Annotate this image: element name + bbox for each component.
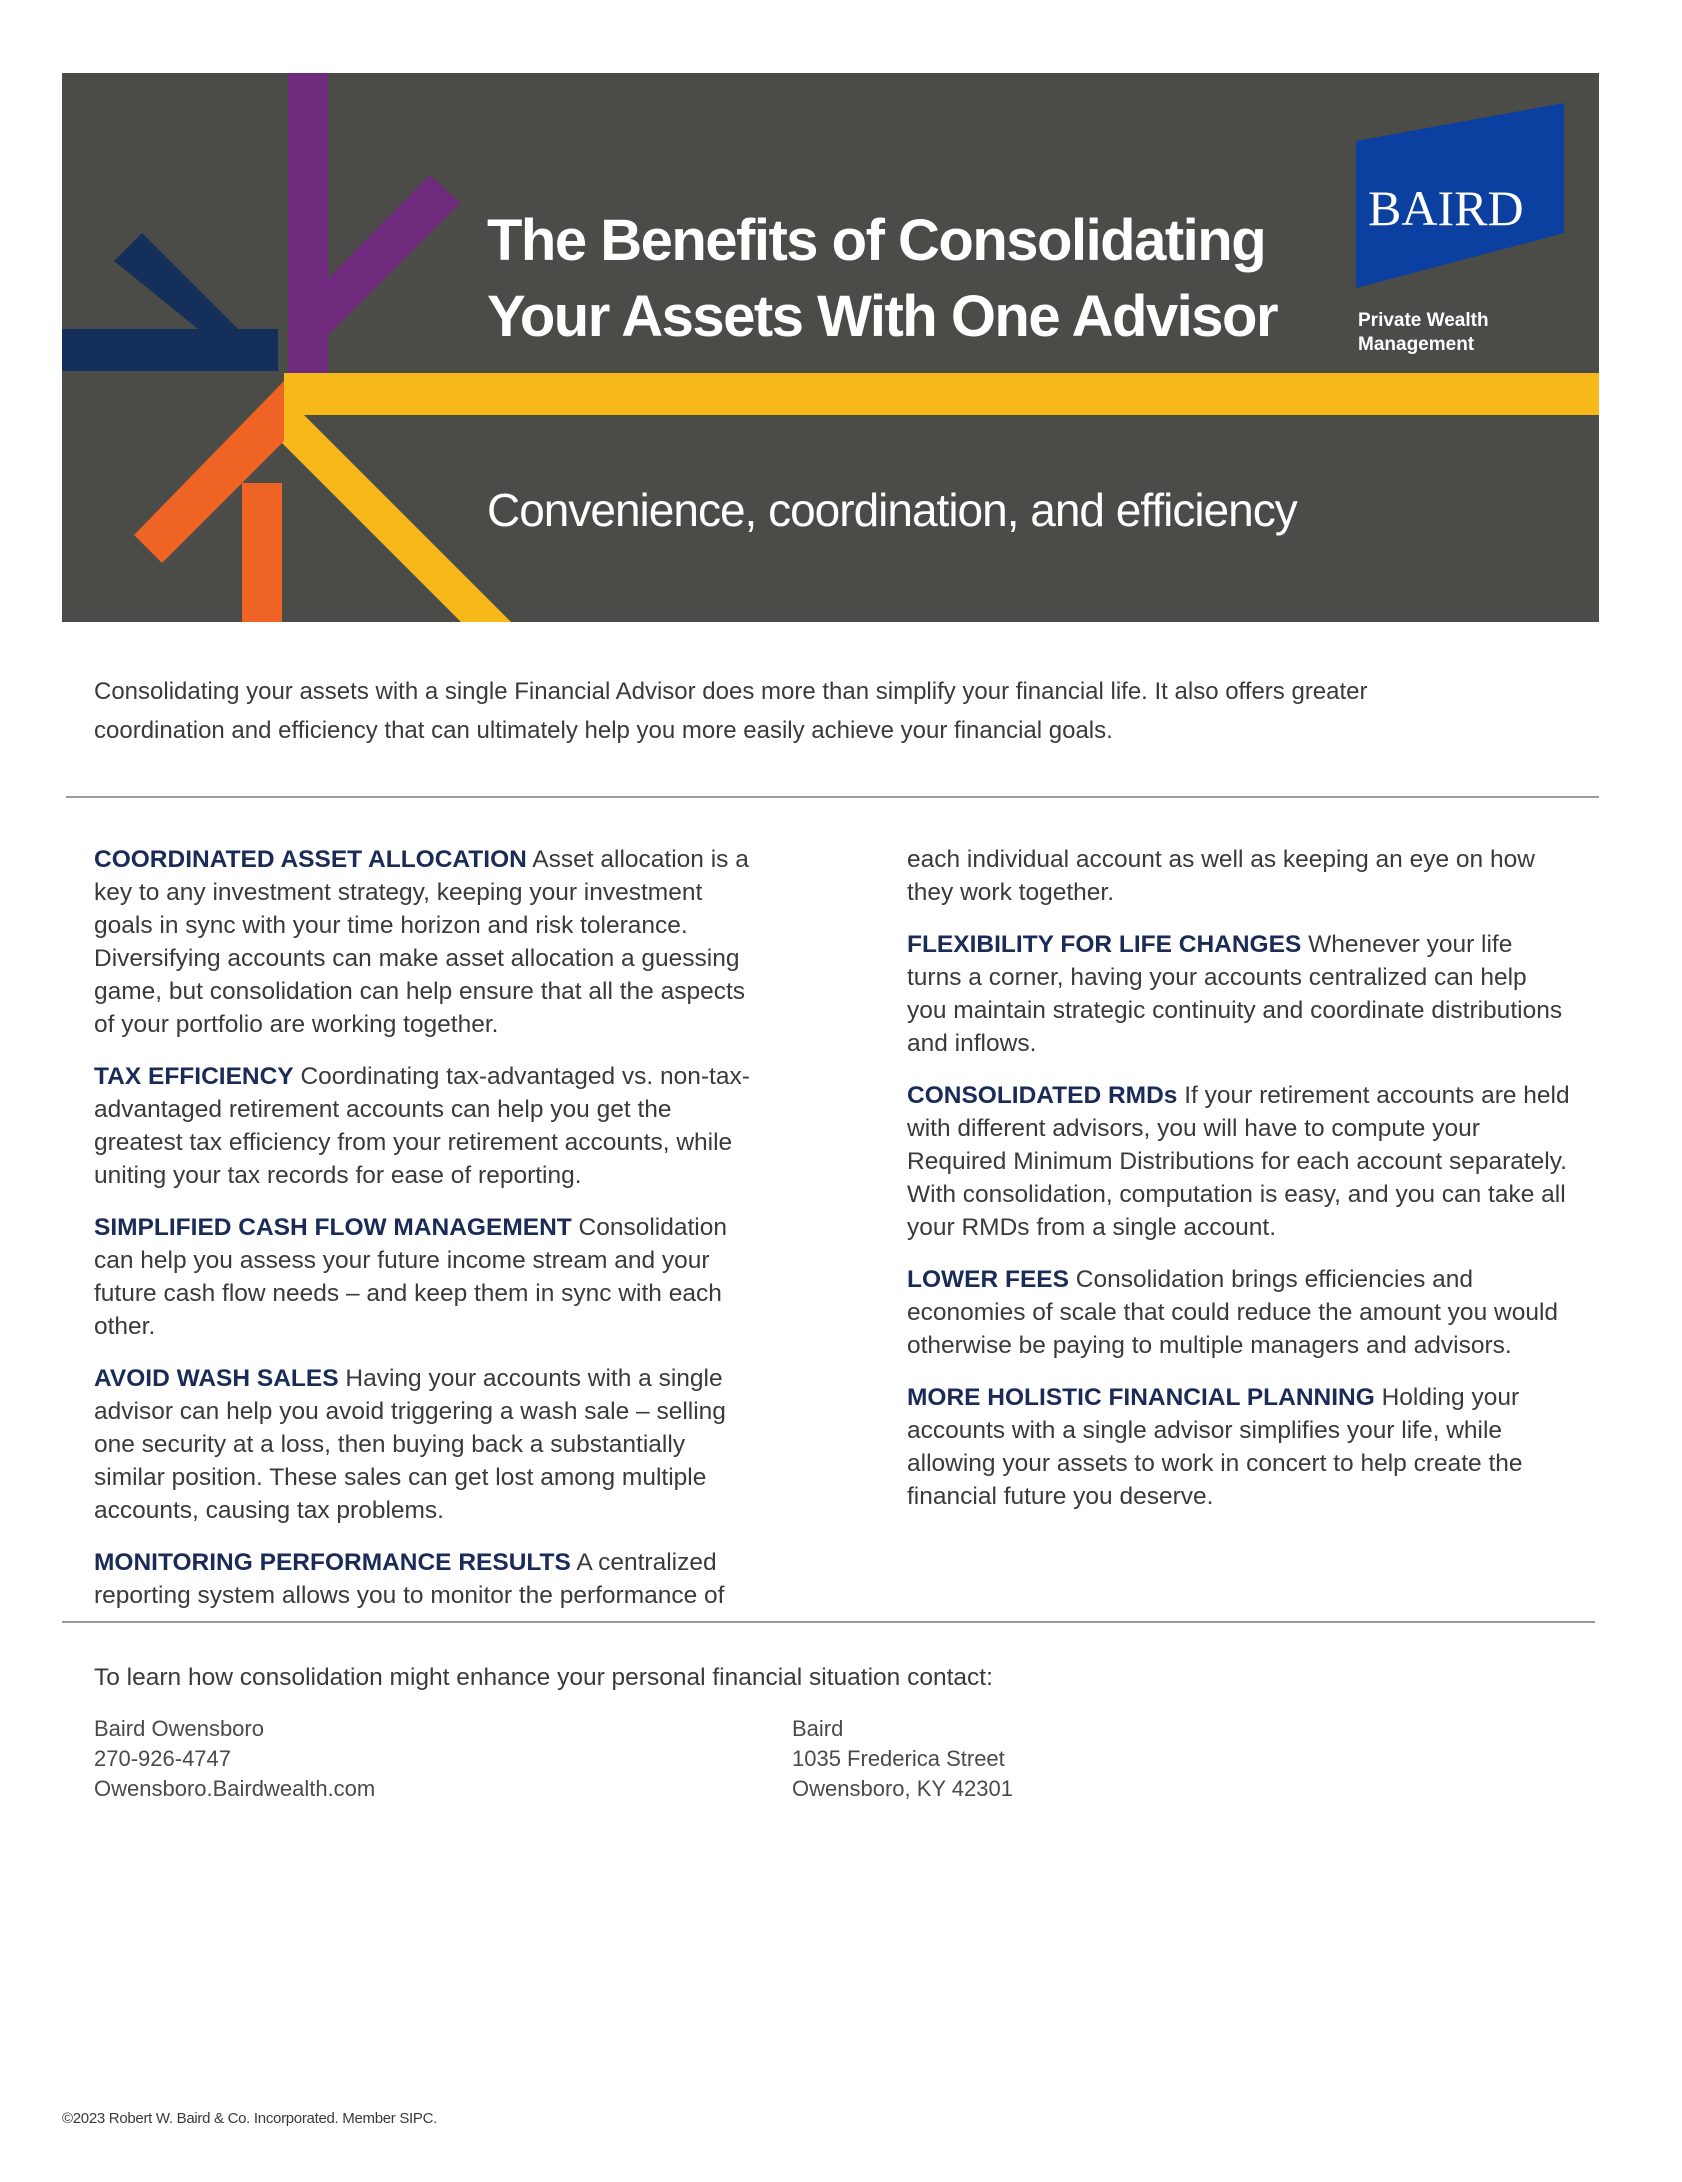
contact-phone[interactable]: 270-926-4747 (94, 1746, 232, 1771)
section-monitoring: MONITORING PERFORMANCE RESULTS A centralized reporting system allows you to monitor the performance of (94, 1549, 725, 1609)
section-asset-allocation: COORDINATED ASSET ALLOCATION Asset allocation is a key to any investment strategy, keeping your investment goals in sync with your time horizon and risk tolerance. Diversifying accounts can make asset allocation a guessing game, but consolidation can help ensure that all the aspects of your portfolio are working together. (94, 846, 749, 1038)
section-wash-sales: AVOID WASH SALES Having your accounts with a single advisor can help you avoid triggering a wash sale – selling one security at a loss, then buying back a substantially similar position. These sales can get lost among multiple accounts, causing tax problems. (94, 1365, 726, 1524)
baird-logo (1356, 103, 1566, 288)
section-lower-fees: LOWER FEES Consolidation brings efficiencies and economies of scale that could reduce the amount you would otherwise be paying to multiple managers and advisors. (907, 1266, 1559, 1359)
logo-subtitle: Private Wealth Management (1358, 310, 1489, 355)
section-cash-flow: SIMPLIFIED CASH FLOW MANAGEMENT Consolidation can help you assess your future income stream and your future cash flow needs – and keep them in sync with each other. (94, 1214, 728, 1340)
contact-lead: To learn how consolidation might enhance your personal financial situation contact: (94, 1664, 993, 1691)
contact-right (792, 1714, 1013, 1804)
contact-name: Baird Owensboro (94, 1716, 264, 1741)
page-title: The Benefits of Consolidating Your Assets With One Advisor (487, 208, 1278, 349)
yellow-stripe (284, 373, 1599, 415)
orange-arrow-bar (242, 483, 282, 622)
header-banner (62, 73, 1599, 622)
section-rmds: CONSOLIDATED RMDs If your retirement accounts are held with different advisors, you will have to compute your Required Minimum Distributions for each account separately. With consolidation, computation is easy, and you can take all your RMDs from a single account. (907, 1082, 1570, 1241)
contact-left (94, 1714, 375, 1804)
divider-top (66, 796, 1599, 798)
copyright: ©2023 Robert W. Baird & Co. Incorporated. Member SIPC. (62, 2110, 438, 2127)
intro-paragraph: Consolidating your assets with a single Financial Advisor does more than simplify your financial life. It also offers greater coordination and efficiency that can ultimately help you more easily achieve your financial goals. (94, 678, 1368, 744)
divider-bottom (62, 1621, 1595, 1623)
left-column (94, 843, 759, 1631)
section-life-changes: FLEXIBILITY FOR LIFE CHANGES Whenever your life turns a corner, having your accounts centralized can help you maintain strategic continuity and coordinate distributions and inflows. (907, 931, 1563, 1057)
section-tax-efficiency: TAX EFFICIENCY Coordinating tax-advantaged vs. non-tax-advantaged retirement accounts can help you get the greatest tax efficiency from your retirement accounts, while uniting your tax records for ease of reporting. (94, 1063, 750, 1189)
section-holistic-planning: MORE HOLISTIC FINANCIAL PLANNING Holding your accounts with a single advisor simplifies your life, while allowing your assets to work in concert to help create the financial future you deserve. (907, 1384, 1523, 1510)
office-name: Baird (792, 1716, 844, 1741)
right-column (907, 843, 1572, 1532)
page-subtitle: Convenience, coordination, and efficiency (487, 484, 1297, 536)
contact-website-link[interactable]: Owensboro.Bairdwealth.com (94, 1776, 376, 1801)
yellow-arrow (267, 403, 524, 622)
section-monitoring-continued: each individual account as well as keeping an eye on how they work together. (907, 846, 1535, 906)
svg-text:BAIRD: BAIRD (1368, 180, 1524, 236)
office-city: Owensboro, KY 42301 (792, 1776, 1013, 1801)
office-street: 1035 Frederica Street (792, 1746, 1005, 1771)
